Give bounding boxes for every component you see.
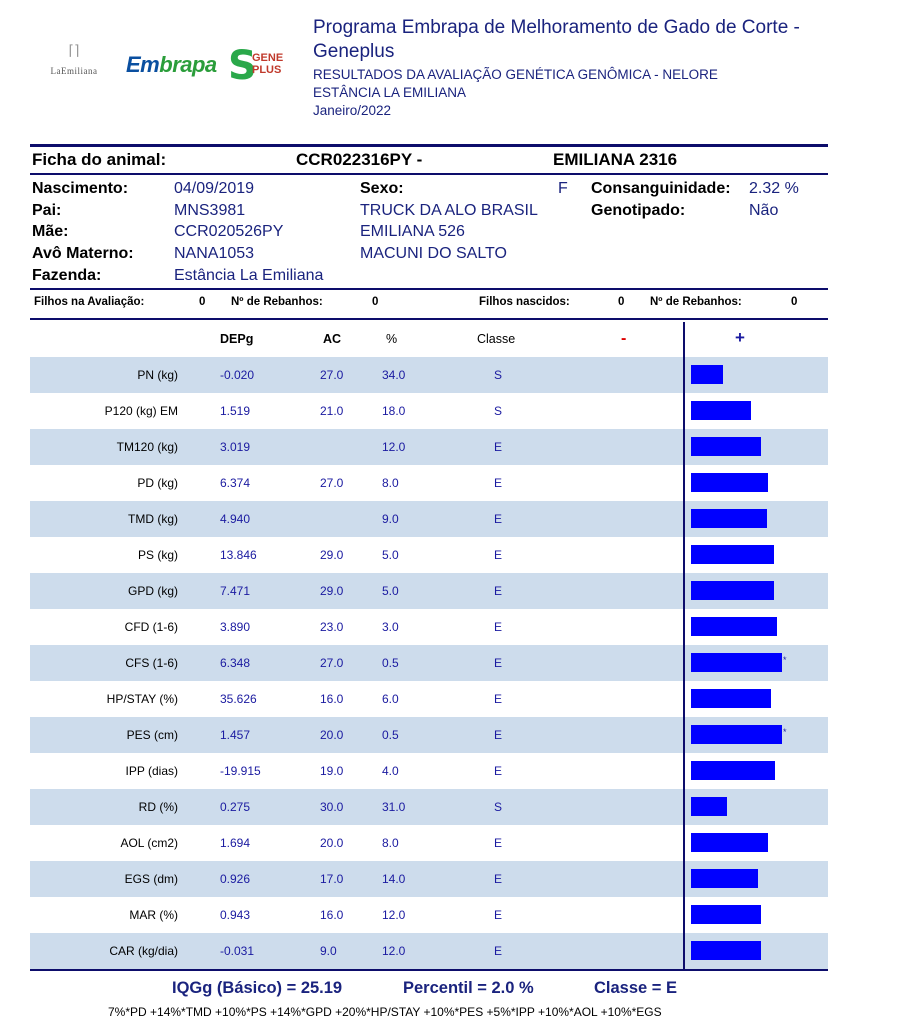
ac-value: 27.0 — [320, 368, 344, 382]
classe-value: E — [494, 764, 503, 778]
table-row — [30, 429, 828, 465]
ac-value: 27.0 — [320, 656, 344, 670]
animal-code: CCR022316PY - — [296, 150, 423, 169]
classe-value: E — [494, 512, 503, 526]
classe-value: E — [494, 548, 503, 562]
trait-name: CFD (1-6) — [124, 620, 178, 634]
divider — [30, 969, 828, 971]
percent-value: 12.0 — [382, 440, 406, 454]
trait-name: GPD (kg) — [127, 584, 178, 598]
table-row — [30, 573, 828, 609]
classe-value: E — [494, 872, 503, 886]
classe-value: S — [494, 368, 503, 382]
ac-value: 30.0 — [320, 800, 344, 814]
depg-value: 3.890 — [220, 620, 251, 634]
percent-value: 12.0 — [382, 908, 406, 922]
pai-name: TRUCK DA ALO BRASIL — [360, 202, 538, 219]
ac-value: 29.0 — [320, 548, 344, 562]
rebanhos-value-2: 0 — [791, 296, 798, 308]
col-header-depg: DEPg — [220, 332, 254, 346]
classe-value: S — [494, 800, 503, 814]
percent-value: 8.0 — [382, 836, 399, 850]
percentil: Percentil = 2.0 % — [403, 979, 534, 997]
depg-value: 3.019 — [220, 440, 251, 454]
classe-value: E — [494, 620, 503, 634]
ac-value: 20.0 — [320, 728, 344, 742]
trait-name: EGS (dm) — [124, 872, 178, 886]
table-row — [30, 645, 828, 681]
depg-value: -19.915 — [220, 764, 261, 778]
classe-value: E — [494, 440, 503, 454]
classe-value: E — [494, 728, 503, 742]
trait-name: P120 (kg) EM — [104, 404, 178, 418]
trait-bar — [691, 401, 751, 420]
trait-bar — [691, 689, 771, 708]
classe-value: S — [494, 404, 503, 418]
divider — [30, 173, 828, 175]
percent-value: 3.0 — [382, 620, 399, 634]
table-row — [30, 897, 828, 933]
depg-value: 1.694 — [220, 836, 251, 850]
table-row — [30, 501, 828, 537]
genotipado-label: Genotipado: — [591, 202, 686, 219]
depg-value: 0.943 — [220, 908, 251, 922]
percent-value: 14.0 — [382, 872, 406, 886]
trait-bar — [691, 797, 727, 816]
sexo-label: Sexo: — [360, 180, 404, 197]
report-title: Programa Embrapa de Melhoramento de Gado de Corte - Geneplus — [313, 17, 800, 62]
col-header-pct: % — [386, 332, 398, 346]
trait-bar — [691, 941, 761, 960]
mean-axis-line — [683, 322, 685, 969]
trait-bar — [691, 617, 777, 636]
trait-bar — [691, 581, 774, 600]
filhos-avaliacao-value: 0 — [199, 296, 206, 308]
ac-value: 21.0 — [320, 404, 344, 418]
filhos-nascidos-label: Filhos nascidos: — [479, 296, 570, 308]
star-marker: * — [783, 655, 787, 665]
depg-value: 1.457 — [220, 728, 251, 742]
table-row — [30, 825, 828, 861]
depg-value: 0.275 — [220, 800, 251, 814]
ac-value: 19.0 — [320, 764, 344, 778]
fazenda-value: Estância La Emiliana — [174, 267, 324, 284]
avo-code: NANA1053 — [174, 245, 255, 262]
table-row — [30, 681, 828, 717]
ac-value: 16.0 — [320, 692, 344, 706]
col-header-classe: Classe — [477, 332, 516, 346]
plus-indicator: + — [735, 328, 745, 347]
ac-value: 20.0 — [320, 836, 344, 850]
depg-value: 13.846 — [220, 548, 257, 562]
mae-name: EMILIANA 526 — [360, 223, 465, 240]
consanguinidade-label: Consanguinidade: — [591, 180, 731, 197]
depg-value: 1.519 — [220, 404, 251, 418]
classe-value: E — [494, 692, 503, 706]
animal-name: EMILIANA 2316 — [553, 150, 678, 169]
percent-value: 5.0 — [382, 584, 399, 598]
pai-code: MNS3981 — [174, 202, 246, 219]
mae-label: Mãe: — [32, 223, 69, 240]
rebanhos-label-2: Nº de Rebanhos: — [650, 296, 742, 308]
ficha-label: Ficha do animal: — [32, 150, 167, 169]
trait-bar — [691, 653, 782, 672]
avo-name: MACUNI DO SALTO — [360, 245, 507, 262]
divider — [30, 144, 828, 147]
table-row — [30, 861, 828, 897]
percent-value: 12.0 — [382, 944, 406, 958]
trait-name: CFS (1-6) — [125, 656, 178, 670]
pai-label: Pai: — [32, 202, 62, 219]
genotipado-value: Não — [749, 202, 779, 219]
depg-value: -0.020 — [220, 368, 255, 382]
nascimento-label: Nascimento: — [32, 180, 129, 197]
trait-name: RD (%) — [138, 800, 178, 814]
percent-value: 6.0 — [382, 692, 399, 706]
trait-bar — [691, 725, 782, 744]
emiliana-logo-text: LaEmiliana — [50, 66, 98, 76]
classe: Classe = E — [594, 979, 678, 997]
trait-name: PN (kg) — [137, 368, 178, 382]
percent-value: 18.0 — [382, 404, 406, 418]
percent-value: 0.5 — [382, 728, 399, 742]
rebanhos-value: 0 — [372, 296, 379, 308]
depg-value: 6.374 — [220, 476, 251, 490]
percent-value: 31.0 — [382, 800, 406, 814]
percent-value: 9.0 — [382, 512, 399, 526]
fazenda-label: Fazenda: — [32, 267, 102, 284]
table-row — [30, 717, 828, 753]
trait-name: TM120 (kg) — [116, 440, 178, 454]
percent-value: 34.0 — [382, 368, 406, 382]
depg-value: -0.031 — [220, 944, 255, 958]
table-row — [30, 753, 828, 789]
trait-name: AOL (cm2) — [120, 836, 178, 850]
depg-value: 0.926 — [220, 872, 251, 886]
la-emiliana-logo — [34, 44, 114, 86]
ac-value: 27.0 — [320, 476, 344, 490]
classe-value: E — [494, 836, 503, 850]
percent-value: 8.0 — [382, 476, 399, 490]
minus-indicator: - — [621, 330, 627, 347]
geneplus-logo: S GENE PLUS — [228, 43, 284, 89]
index-formula: 7%*PD +14%*TMD +10%*PS +14%*GPD +20%*HP/STAY +10%*PES +5%*IPP +10%*AOL +10%*EGS — [108, 1005, 662, 1019]
depg-value: 4.940 — [220, 512, 251, 526]
depg-value: 35.626 — [220, 692, 257, 706]
table-row — [30, 357, 828, 393]
classe-value: E — [494, 476, 503, 490]
trait-bar — [691, 473, 768, 492]
trait-name: PES (cm) — [126, 728, 178, 742]
trait-name: PD (kg) — [137, 476, 178, 490]
table-row — [30, 465, 828, 501]
table-row — [30, 537, 828, 573]
table-row — [30, 933, 828, 969]
consanguinidade-value: 2.32 % — [749, 180, 799, 197]
col-header-ac: AC — [323, 332, 342, 346]
divider — [30, 288, 828, 290]
trait-bar — [691, 509, 767, 528]
trait-name: MAR (%) — [129, 908, 178, 922]
filhos-avaliacao-label: Filhos na Avaliação: — [34, 296, 145, 308]
ac-value: 9.0 — [320, 944, 337, 958]
depg-value: 7.471 — [220, 584, 251, 598]
trait-name: CAR (kg/dia) — [109, 944, 178, 958]
trait-bar — [691, 869, 758, 888]
trait-bar — [691, 905, 761, 924]
table-row — [30, 609, 828, 645]
trait-name: IPP (dias) — [125, 764, 178, 778]
ac-value: 16.0 — [320, 908, 344, 922]
trait-bar — [691, 365, 723, 384]
emiliana-mark-icon: ⌈⌉ — [68, 44, 80, 59]
trait-name: PS (kg) — [137, 548, 178, 562]
table-row — [30, 789, 828, 825]
report-subtitle: RESULTADOS DA AVALIAÇÃO GENÉTICA GENÔMICA - NELORE ESTÂNCIA LA EMILIANA Janeiro/2022 — [313, 67, 718, 118]
depg-value: 6.348 — [220, 656, 251, 670]
filhos-nascidos-value: 0 — [618, 296, 625, 308]
classe-value: E — [494, 944, 503, 958]
percent-value: 4.0 — [382, 764, 399, 778]
avo-label: Avô Materno: — [32, 245, 134, 262]
trait-name: TMD (kg) — [128, 512, 178, 526]
trait-bar — [691, 545, 774, 564]
geneplus-s-icon: S — [228, 43, 257, 89]
percent-value: 5.0 — [382, 548, 399, 562]
trait-bar — [691, 437, 761, 456]
percent-value: 0.5 — [382, 656, 399, 670]
iqgg-index: IQGg (Básico) = 25.19 — [172, 979, 343, 997]
trait-bar — [691, 761, 775, 780]
divider — [30, 318, 828, 320]
ac-value: 17.0 — [320, 872, 344, 886]
sexo-value: F — [558, 180, 568, 197]
trait-bar — [691, 833, 768, 852]
rebanhos-label: Nº de Rebanhos: — [231, 296, 323, 308]
trait-name: HP/STAY (%) — [106, 692, 178, 706]
star-marker: * — [783, 727, 787, 737]
classe-value: E — [494, 584, 503, 598]
ac-value: 23.0 — [320, 620, 344, 634]
nascimento-value: 04/09/2019 — [174, 180, 255, 197]
classe-value: E — [494, 908, 503, 922]
ac-value: 29.0 — [320, 584, 344, 598]
embrapa-logo: Embrapa — [126, 52, 217, 77]
mae-code: CCR020526PY — [174, 223, 284, 240]
classe-value: E — [494, 656, 503, 670]
table-row — [30, 393, 828, 429]
